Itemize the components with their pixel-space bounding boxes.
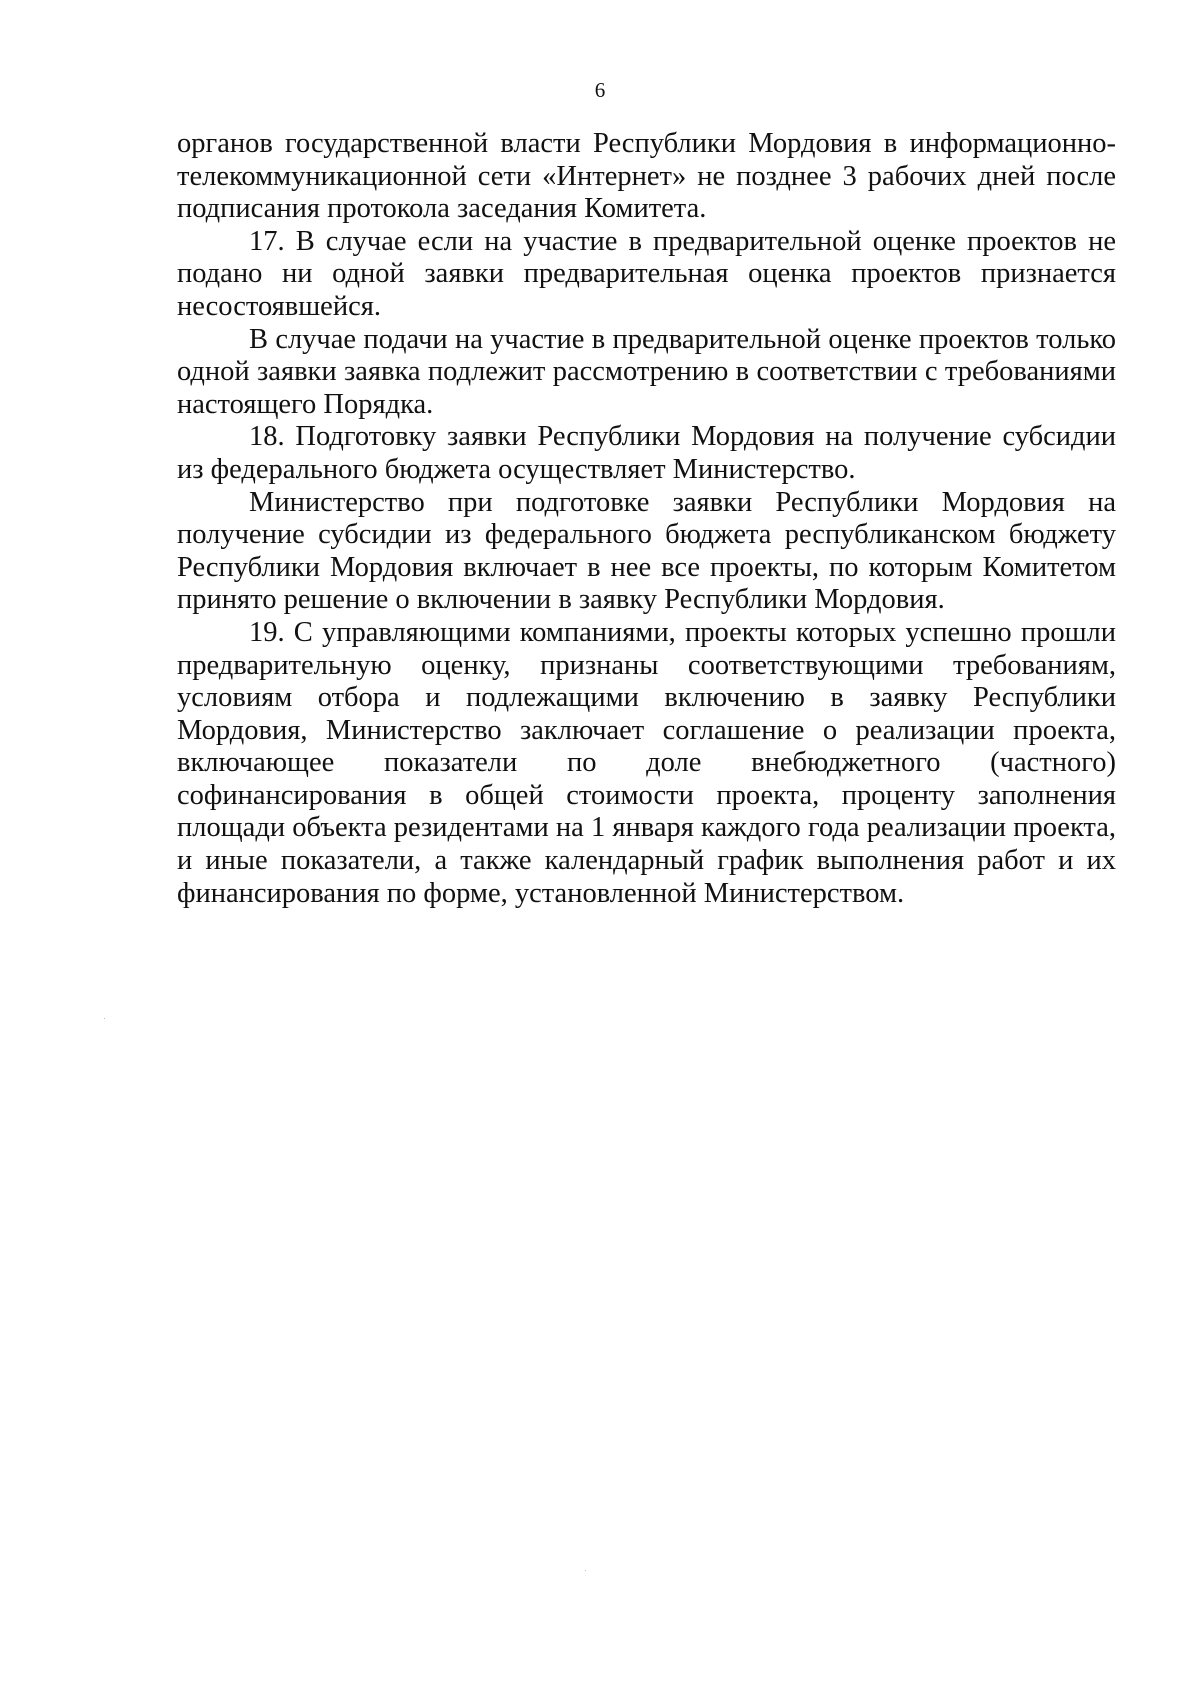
document-body bbox=[177, 128, 1116, 910]
paragraph-item-17-single-application: В случае подачи на участие в предварительной оценке проектов только одной заявки заявка подлежит рассмотрению в соответствии с требованиями настоящего Порядка. bbox=[177, 323, 1116, 420]
paragraph-item-19: 19. С управляющими компаниями, проекты которых успешно прошли предварительную оценку, признаны соответствующими требованиям, условиям отбора и подлежащими включению в заявку Республики Мордовия, Министерство заключает соглашение о реализации проекта, включающее показатели по доле внебюджетного (частного) софинансирования в общей стоимости проекта, проценту заполнения площади объекта резидентами на 1 января каждого года реализации проекта, и иные показатели, а также календарный график выполнения работ и их финансирования по форме, установленной Министерством. bbox=[177, 616, 1116, 909]
paragraph-item-18-ministry: Министерство при подготовке заявки Республики Мордовия на получение субсидии из федерального бюджета республиканском бюджету Республики Мордовия включает в нее все проекты, по которым Комитетом принято решение о включении в заявку Республики Мордовия. bbox=[177, 486, 1116, 616]
page-number: 6 bbox=[594, 78, 606, 102]
paragraph-continuation: органов государственной власти Республики Мордовия в информационно-телекоммуникационной сети «Интернет» не позднее 3 рабочих дней после подписания протокола заседания Комитета. bbox=[177, 128, 1116, 225]
paragraph-item-18: 18. Подготовку заявки Республики Мордовия на получение субсидии из федерального бюджета осуществляет Министерство. bbox=[177, 421, 1116, 485]
paragraph-item-17: 17. В случае если на участие в предварительной оценке проектов не подано ни одной заявки предварительная оценка проектов признается несостоявшейся. bbox=[177, 225, 1116, 322]
scan-speck bbox=[585, 1570, 586, 1571]
scan-speck bbox=[104, 1018, 105, 1019]
